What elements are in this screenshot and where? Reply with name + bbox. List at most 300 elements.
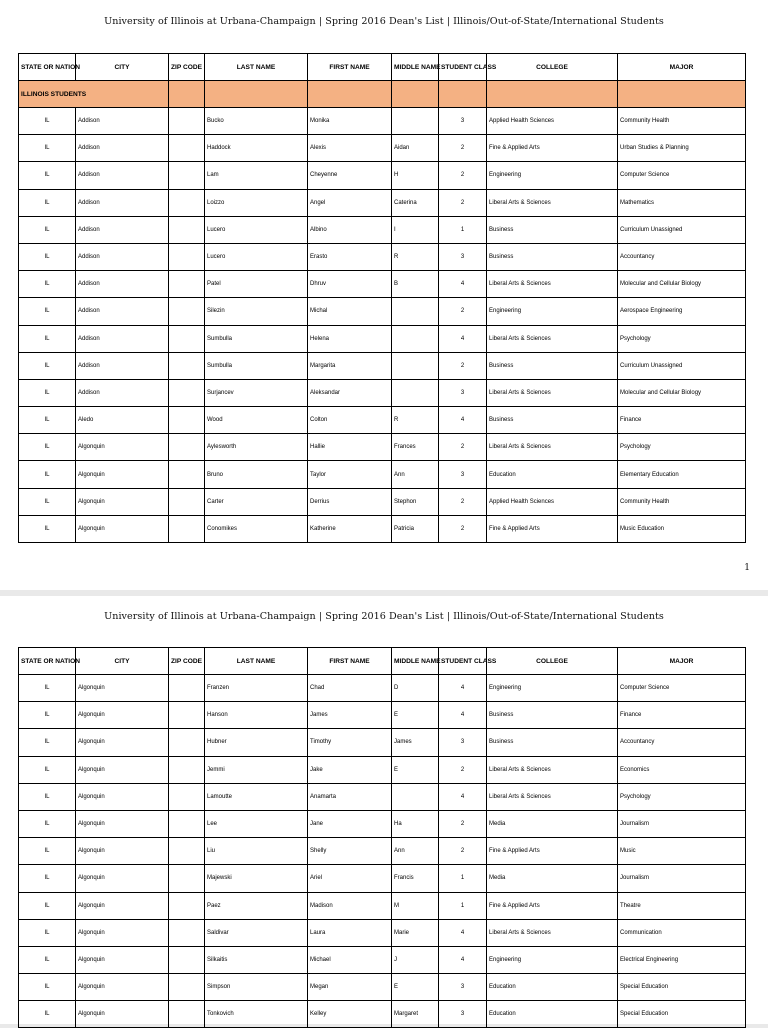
college-cell: Fine & Applied Arts <box>487 892 618 919</box>
city-cell: Algonquin <box>76 515 169 542</box>
column-header-city: CITY <box>76 648 169 675</box>
major-cell: Accountancy <box>618 729 746 756</box>
class-cell: 4 <box>439 946 487 973</box>
state-cell: IL <box>19 352 76 379</box>
column-header-state: STATE OR NATION <box>19 648 76 675</box>
last-name-cell: Bruno <box>205 461 308 488</box>
major-cell: Special Education <box>618 1001 746 1028</box>
state-cell: IL <box>19 974 76 1001</box>
college-cell: Liberal Arts & Sciences <box>487 379 618 406</box>
zip-cell <box>169 189 205 216</box>
class-cell: 2 <box>439 434 487 461</box>
class-cell: 4 <box>439 702 487 729</box>
college-cell: Business <box>487 729 618 756</box>
table-row <box>19 865 746 892</box>
table-row <box>19 108 746 135</box>
class-cell: 2 <box>439 515 487 542</box>
middle-name-cell: Margaret <box>392 1001 439 1028</box>
class-cell: 1 <box>439 892 487 919</box>
last-name-cell: Silezin <box>205 298 308 325</box>
college-cell: Liberal Arts & Sciences <box>487 756 618 783</box>
college-cell: Liberal Arts & Sciences <box>487 919 618 946</box>
city-cell: Algonquin <box>76 461 169 488</box>
zip-cell <box>169 379 205 406</box>
first-name-cell: Margarita <box>308 352 392 379</box>
class-cell: 4 <box>439 783 487 810</box>
first-name-cell: Taylor <box>308 461 392 488</box>
major-cell: Computer Science <box>618 162 746 189</box>
section-header-row <box>19 81 746 108</box>
zip-cell <box>169 325 205 352</box>
state-cell: IL <box>19 946 76 973</box>
college-cell: Education <box>487 974 618 1001</box>
last-name-cell: Silkaitis <box>205 946 308 973</box>
city-cell: Algonquin <box>76 919 169 946</box>
state-cell: IL <box>19 434 76 461</box>
middle-name-cell: H <box>392 162 439 189</box>
middle-name-cell <box>392 352 439 379</box>
column-header-major: MAJOR <box>618 648 746 675</box>
city-cell: Addison <box>76 216 169 243</box>
zip-cell <box>169 243 205 270</box>
class-cell: 2 <box>439 838 487 865</box>
zip-cell <box>169 919 205 946</box>
middle-name-cell: D <box>392 675 439 702</box>
deans-list-table <box>18 647 746 1028</box>
last-name-cell: Lucero <box>205 243 308 270</box>
zip-cell <box>169 675 205 702</box>
section-label: ILLINOIS STUDENTS <box>19 81 169 108</box>
column-header-class: STUDENT CLASS <box>439 648 487 675</box>
zip-cell <box>169 892 205 919</box>
zip-cell <box>169 298 205 325</box>
class-cell: 2 <box>439 352 487 379</box>
column-header-last-name: LAST NAME <box>205 648 308 675</box>
college-cell: Fine & Applied Arts <box>487 515 618 542</box>
table-row <box>19 407 746 434</box>
first-name-cell: Monika <box>308 108 392 135</box>
middle-name-cell <box>392 379 439 406</box>
zip-cell <box>169 946 205 973</box>
college-cell: Media <box>487 865 618 892</box>
middle-name-cell: Aidan <box>392 135 439 162</box>
city-cell: Algonquin <box>76 946 169 973</box>
college-cell: Business <box>487 702 618 729</box>
middle-name-cell: Stephon <box>392 488 439 515</box>
college-cell: Liberal Arts & Sciences <box>487 783 618 810</box>
column-header-college: COLLEGE <box>487 54 618 81</box>
column-header-city: CITY <box>76 54 169 81</box>
state-cell: IL <box>19 515 76 542</box>
class-cell: 1 <box>439 865 487 892</box>
section-cell <box>487 81 618 108</box>
state-cell: IL <box>19 756 76 783</box>
city-cell: Algonquin <box>76 810 169 837</box>
last-name-cell: Sumbulla <box>205 352 308 379</box>
middle-name-cell: B <box>392 271 439 298</box>
table-row <box>19 810 746 837</box>
major-cell: Community Health <box>618 488 746 515</box>
state-cell: IL <box>19 189 76 216</box>
class-cell: 3 <box>439 1001 487 1028</box>
first-name-cell: Hallie <box>308 434 392 461</box>
college-cell: Education <box>487 461 618 488</box>
table-row <box>19 461 746 488</box>
major-cell: Music Education <box>618 515 746 542</box>
zip-cell <box>169 271 205 298</box>
college-cell: Engineering <box>487 298 618 325</box>
last-name-cell: Lam <box>205 162 308 189</box>
table-row <box>19 271 746 298</box>
class-cell: 3 <box>439 729 487 756</box>
section-cell <box>169 81 205 108</box>
header-row <box>19 648 746 675</box>
state-cell: IL <box>19 216 76 243</box>
last-name-cell: Hubner <box>205 729 308 756</box>
last-name-cell: Saldivar <box>205 919 308 946</box>
section-cell <box>205 81 308 108</box>
middle-name-cell: Francis <box>392 865 439 892</box>
class-cell: 3 <box>439 974 487 1001</box>
first-name-cell: Jake <box>308 756 392 783</box>
city-cell: Algonquin <box>76 838 169 865</box>
major-cell: Computer Science <box>618 675 746 702</box>
class-cell: 2 <box>439 756 487 783</box>
major-cell: Finance <box>618 407 746 434</box>
table-row <box>19 675 746 702</box>
first-name-cell: Cheyenne <box>308 162 392 189</box>
class-cell: 4 <box>439 325 487 352</box>
state-cell: IL <box>19 407 76 434</box>
last-name-cell: Franzen <box>205 675 308 702</box>
table-row <box>19 919 746 946</box>
class-cell: 3 <box>439 379 487 406</box>
zip-cell <box>169 810 205 837</box>
last-name-cell: Lee <box>205 810 308 837</box>
college-cell: Liberal Arts & Sciences <box>487 271 618 298</box>
city-cell: Algonquin <box>76 434 169 461</box>
last-name-cell: Wood <box>205 407 308 434</box>
zip-cell <box>169 488 205 515</box>
first-name-cell: Derrius <box>308 488 392 515</box>
college-cell: Media <box>487 810 618 837</box>
class-cell: 1 <box>439 216 487 243</box>
table-row <box>19 243 746 270</box>
first-name-cell: Megan <box>308 974 392 1001</box>
table-row <box>19 756 746 783</box>
column-header-zip: ZIP CODE <box>169 54 205 81</box>
zip-cell <box>169 974 205 1001</box>
college-cell: Business <box>487 352 618 379</box>
major-cell: Theatre <box>618 892 746 919</box>
page-title: University of Illinois at Urbana-Champaign | Spring 2016 Dean's List | Illinois/Out-of-State/International Students <box>104 611 664 622</box>
middle-name-cell <box>392 783 439 810</box>
middle-name-cell: J <box>392 946 439 973</box>
major-cell: Psychology <box>618 325 746 352</box>
last-name-cell: Carter <box>205 488 308 515</box>
table-row <box>19 434 746 461</box>
last-name-cell: Bucko <box>205 108 308 135</box>
last-name-cell: Patel <box>205 271 308 298</box>
middle-name-cell: James <box>392 729 439 756</box>
last-name-cell: Surjancev <box>205 379 308 406</box>
city-cell: Algonquin <box>76 702 169 729</box>
major-cell: Journalism <box>618 865 746 892</box>
class-cell: 2 <box>439 488 487 515</box>
state-cell: IL <box>19 838 76 865</box>
city-cell: Addison <box>76 298 169 325</box>
middle-name-cell: Marie <box>392 919 439 946</box>
table-row <box>19 974 746 1001</box>
last-name-cell: Tonkovich <box>205 1001 308 1028</box>
middle-name-cell: E <box>392 702 439 729</box>
last-name-cell: Paez <box>205 892 308 919</box>
last-name-cell: Lucero <box>205 216 308 243</box>
first-name-cell: Anamarta <box>308 783 392 810</box>
major-cell: Special Education <box>618 974 746 1001</box>
city-cell: Addison <box>76 135 169 162</box>
middle-name-cell <box>392 108 439 135</box>
table-row <box>19 352 746 379</box>
major-cell: Economics <box>618 756 746 783</box>
first-name-cell: Erasto <box>308 243 392 270</box>
zip-cell <box>169 838 205 865</box>
major-cell: Journalism <box>618 810 746 837</box>
class-cell: 2 <box>439 810 487 837</box>
city-cell: Addison <box>76 189 169 216</box>
zip-cell <box>169 162 205 189</box>
class-cell: 3 <box>439 243 487 270</box>
state-cell: IL <box>19 702 76 729</box>
city-cell: Algonquin <box>76 892 169 919</box>
major-cell: Community Health <box>618 108 746 135</box>
middle-name-cell: M <box>392 892 439 919</box>
state-cell: IL <box>19 379 76 406</box>
state-cell: IL <box>19 1001 76 1028</box>
section-cell <box>618 81 746 108</box>
first-name-cell: Colton <box>308 407 392 434</box>
table-row <box>19 162 746 189</box>
middle-name-cell: Ann <box>392 838 439 865</box>
state-cell: IL <box>19 810 76 837</box>
college-cell: Liberal Arts & Sciences <box>487 434 618 461</box>
middle-name-cell: R <box>392 243 439 270</box>
class-cell: 2 <box>439 162 487 189</box>
middle-name-cell: Frances <box>392 434 439 461</box>
last-name-cell: Hanson <box>205 702 308 729</box>
zip-cell <box>169 702 205 729</box>
first-name-cell: Jane <box>308 810 392 837</box>
major-cell: Molecular and Cellular Biology <box>618 379 746 406</box>
middle-name-cell <box>392 325 439 352</box>
class-cell: 2 <box>439 298 487 325</box>
header-row <box>19 54 746 81</box>
table-row <box>19 1001 746 1028</box>
zip-cell <box>169 108 205 135</box>
last-name-cell: Loizzo <box>205 189 308 216</box>
column-header-first-name: FIRST NAME <box>308 648 392 675</box>
city-cell: Algonquin <box>76 488 169 515</box>
first-name-cell: Laura <box>308 919 392 946</box>
last-name-cell: Simpson <box>205 974 308 1001</box>
state-cell: IL <box>19 783 76 810</box>
state-cell: IL <box>19 461 76 488</box>
state-cell: IL <box>19 162 76 189</box>
last-name-cell: Lamoutte <box>205 783 308 810</box>
zip-cell <box>169 407 205 434</box>
table-row <box>19 298 746 325</box>
college-cell: Business <box>487 216 618 243</box>
page-number: 1 <box>744 563 750 573</box>
middle-name-cell: Ann <box>392 461 439 488</box>
last-name-cell: Haddock <box>205 135 308 162</box>
table-row <box>19 838 746 865</box>
first-name-cell: Ariel <box>308 865 392 892</box>
zip-cell <box>169 865 205 892</box>
last-name-cell: Conomikes <box>205 515 308 542</box>
last-name-cell: Jemmi <box>205 756 308 783</box>
column-header-state: STATE OR NATION <box>19 54 76 81</box>
first-name-cell: Timothy <box>308 729 392 756</box>
column-header-first-name: FIRST NAME <box>308 54 392 81</box>
class-cell: 4 <box>439 271 487 298</box>
column-header-middle-name: MIDDLE NAME <box>392 648 439 675</box>
college-cell: Applied Health Sciences <box>487 488 618 515</box>
city-cell: Addison <box>76 379 169 406</box>
state-cell: IL <box>19 325 76 352</box>
first-name-cell: Aleksandar <box>308 379 392 406</box>
city-cell: Algonquin <box>76 729 169 756</box>
major-cell: Accountancy <box>618 243 746 270</box>
state-cell: IL <box>19 919 76 946</box>
column-header-college: COLLEGE <box>487 648 618 675</box>
middle-name-cell: I <box>392 216 439 243</box>
table-row <box>19 189 746 216</box>
document-page-2 <box>0 596 768 1024</box>
first-name-cell: Katherine <box>308 515 392 542</box>
major-cell: Music <box>618 838 746 865</box>
zip-cell <box>169 515 205 542</box>
major-cell: Mathematics <box>618 189 746 216</box>
state-cell: IL <box>19 729 76 756</box>
section-cell <box>392 81 439 108</box>
college-cell: Applied Health Sciences <box>487 108 618 135</box>
first-name-cell: Dhruv <box>308 271 392 298</box>
city-cell: Addison <box>76 108 169 135</box>
college-cell: Fine & Applied Arts <box>487 135 618 162</box>
city-cell: Algonquin <box>76 1001 169 1028</box>
college-cell: Engineering <box>487 162 618 189</box>
page-title: University of Illinois at Urbana-Champaign | Spring 2016 Dean's List | Illinois/Out-of-State/International Students <box>104 16 664 27</box>
first-name-cell: Shelly <box>308 838 392 865</box>
college-cell: Fine & Applied Arts <box>487 838 618 865</box>
state-cell: IL <box>19 243 76 270</box>
state-cell: IL <box>19 108 76 135</box>
table-row <box>19 135 746 162</box>
college-cell: Engineering <box>487 675 618 702</box>
class-cell: 4 <box>439 919 487 946</box>
state-cell: IL <box>19 488 76 515</box>
middle-name-cell: R <box>392 407 439 434</box>
city-cell: Algonquin <box>76 865 169 892</box>
middle-name-cell: E <box>392 974 439 1001</box>
first-name-cell: Chad <box>308 675 392 702</box>
class-cell: 2 <box>439 135 487 162</box>
class-cell: 2 <box>439 189 487 216</box>
table-row <box>19 946 746 973</box>
city-cell: Algonquin <box>76 783 169 810</box>
city-cell: Algonquin <box>76 756 169 783</box>
deans-list-table <box>18 53 746 543</box>
last-name-cell: Sumbulla <box>205 325 308 352</box>
college-cell: Engineering <box>487 946 618 973</box>
middle-name-cell: Patricia <box>392 515 439 542</box>
major-cell: Molecular and Cellular Biology <box>618 271 746 298</box>
city-cell: Aledo <box>76 407 169 434</box>
college-cell: Liberal Arts & Sciences <box>487 325 618 352</box>
zip-cell <box>169 216 205 243</box>
middle-name-cell: Ha <box>392 810 439 837</box>
class-cell: 4 <box>439 407 487 434</box>
major-cell: Elementary Education <box>618 461 746 488</box>
first-name-cell: Alexis <box>308 135 392 162</box>
first-name-cell: Kelley <box>308 1001 392 1028</box>
college-cell: Education <box>487 1001 618 1028</box>
column-header-zip: ZIP CODE <box>169 648 205 675</box>
last-name-cell: Aylesworth <box>205 434 308 461</box>
major-cell: Curriculum Unassigned <box>618 216 746 243</box>
column-header-major: MAJOR <box>618 54 746 81</box>
zip-cell <box>169 135 205 162</box>
city-cell: Addison <box>76 243 169 270</box>
state-cell: IL <box>19 865 76 892</box>
section-cell <box>439 81 487 108</box>
table-row <box>19 892 746 919</box>
class-cell: 3 <box>439 461 487 488</box>
table-row <box>19 515 746 542</box>
table-row <box>19 783 746 810</box>
state-cell: IL <box>19 298 76 325</box>
class-cell: 3 <box>439 108 487 135</box>
last-name-cell: Liu <box>205 838 308 865</box>
city-cell: Algonquin <box>76 974 169 1001</box>
table-row <box>19 216 746 243</box>
first-name-cell: Michael <box>308 946 392 973</box>
last-name-cell: Majewski <box>205 865 308 892</box>
state-cell: IL <box>19 892 76 919</box>
major-cell: Psychology <box>618 434 746 461</box>
class-cell: 4 <box>439 675 487 702</box>
city-cell: Addison <box>76 162 169 189</box>
table-row <box>19 379 746 406</box>
first-name-cell: Helena <box>308 325 392 352</box>
zip-cell <box>169 756 205 783</box>
first-name-cell: Angel <box>308 189 392 216</box>
zip-cell <box>169 461 205 488</box>
column-header-class: STUDENT CLASS <box>439 54 487 81</box>
city-cell: Addison <box>76 352 169 379</box>
college-cell: Business <box>487 407 618 434</box>
column-header-middle-name: MIDDLE NAME <box>392 54 439 81</box>
column-header-last-name: LAST NAME <box>205 54 308 81</box>
first-name-cell: Michal <box>308 298 392 325</box>
major-cell: Aerospace Engineering <box>618 298 746 325</box>
city-cell: Addison <box>76 271 169 298</box>
college-cell: Business <box>487 243 618 270</box>
first-name-cell: Madison <box>308 892 392 919</box>
major-cell: Finance <box>618 702 746 729</box>
major-cell: Electrical Engineering <box>618 946 746 973</box>
